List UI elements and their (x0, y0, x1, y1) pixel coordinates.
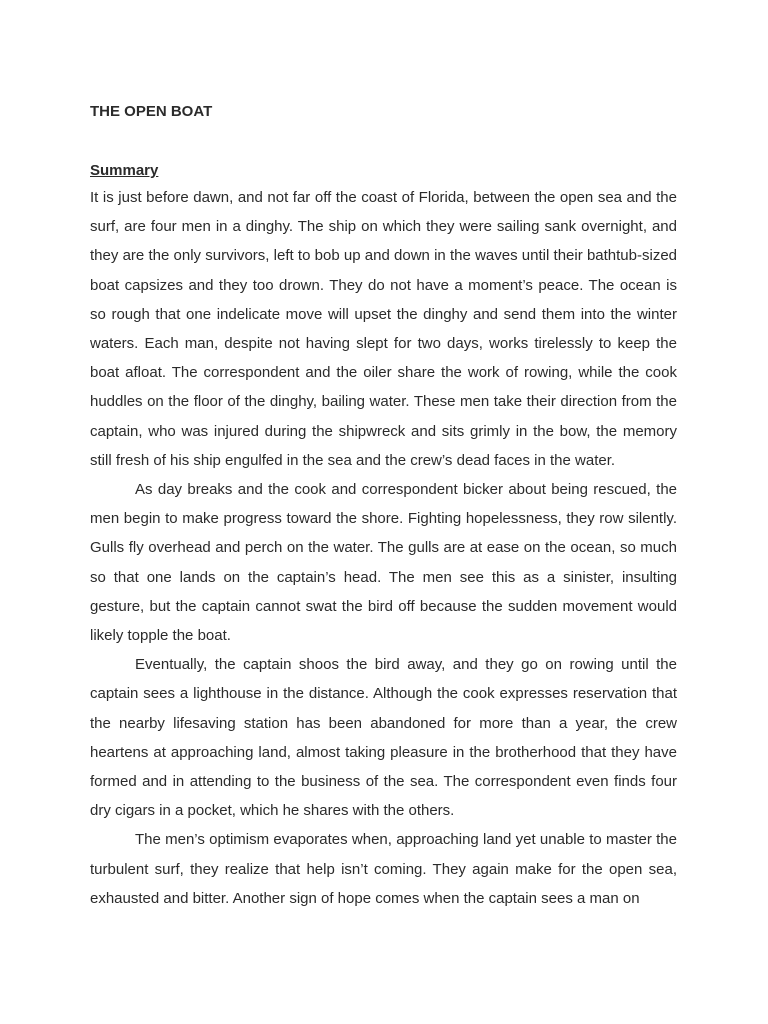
paragraph-2: As day breaks and the cook and correspondent bicker about being rescued, the men begin to make progress toward the shore. Fighting hopelessness, they row silently. Gulls fly overhead and perch on the water. The gulls are at ease on the ocean, so much so that one lands on the captain’s head. The men see this as a sinister, insulting gesture, but the captain cannot swat the bird off because the sudden movement would likely topple the boat. (90, 481, 677, 645)
paragraph-4: The men’s optimism evaporates when, approaching land yet unable to master the turbulent surf, they realize that help isn’t coming. They again make for the open sea, exhausted and bitter. Another sign of hope comes when the captain sees a man on (90, 831, 677, 907)
document-body (90, 103, 677, 913)
paragraph-1: It is just before dawn, and not far off the coast of Florida, between the open sea and the surf, are four men in a dinghy. The ship on which they were sailing sank overnight, and they are the only survivors, left to bob up and down in the waves until their bathtub-sized boat capsizes and they too drown. They do not have a moment’s peace. The ocean is so rough that one indelicate move will upset the dinghy and send them into the winter waters. Each man, despite not having slept for two days, works tirelessly to keep the boat afloat. The correspondent and the oiler share the work of rowing, while the cook huddles on the floor of the dinghy, bailing water. These men take their direction from the captain, who was injured during the shipwreck and sits grimly in the bow, the memory still fresh of his ship engulfed in the sea and the crew’s dead faces in the water. (90, 189, 677, 469)
document-title: THE OPEN BOAT (90, 103, 213, 120)
section-heading-summary: Summary (90, 162, 159, 179)
paragraph-3: Eventually, the captain shoos the bird away, and they go on rowing until the captain sees a lighthouse in the distance. Although the cook expresses reservation that the nearby lifesaving station has been abandoned for more than a year, the crew heartens at approaching land, almost taking pleasure in the brotherhood that they have formed and in attending to the business of the sea. The correspondent even finds four dry cigars in a pocket, which he shares with the others. (90, 656, 677, 820)
